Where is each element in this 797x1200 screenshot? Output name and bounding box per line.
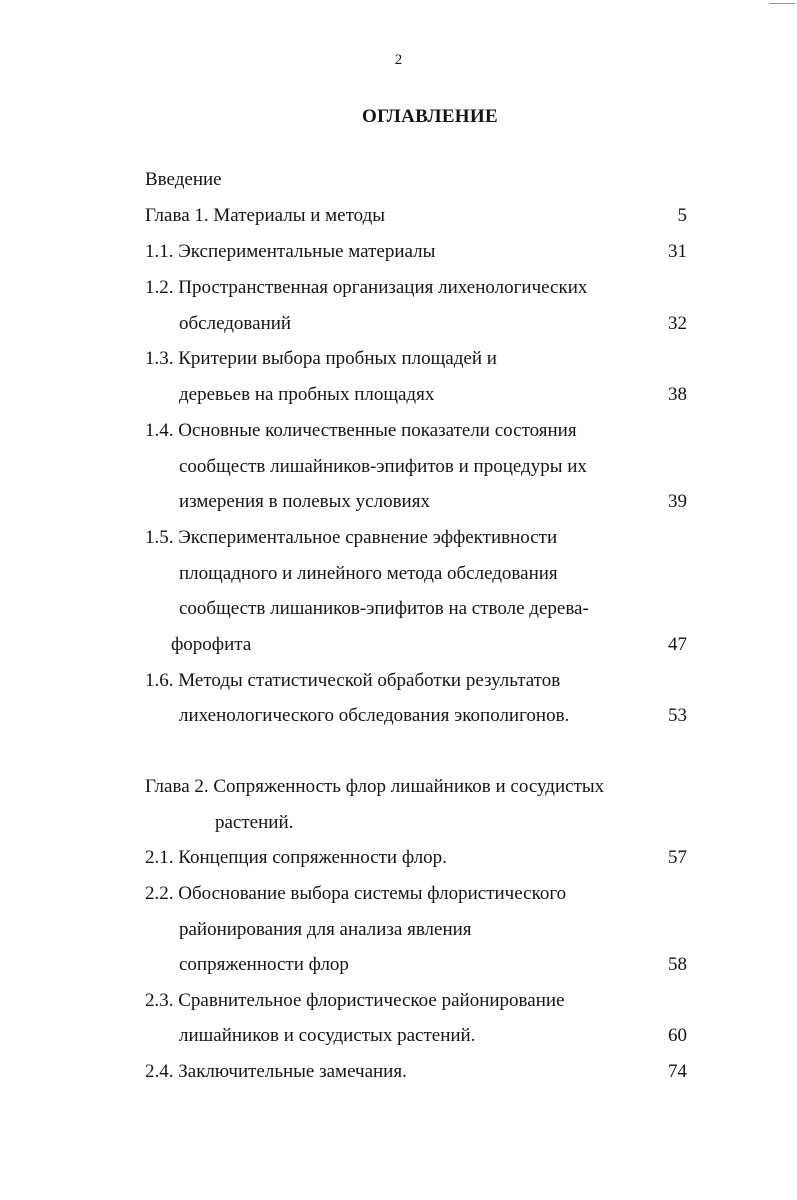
toc-entry-2-3: 2.3. Сравнительное флористическое районирование xyxy=(145,990,565,1011)
toc-entry-chapter-1: Глава 1. Материалы и методы xyxy=(145,205,386,226)
toc-entry-2-3-cont: лишайников и сосудистых растений. xyxy=(179,1025,476,1046)
toc-page-1-5: 47 xyxy=(668,634,687,655)
toc-page-1-4: 39 xyxy=(668,491,687,512)
corner-scan-mark xyxy=(769,3,795,4)
toc-entry-2-2-cont: районирования для анализа явления xyxy=(179,919,472,940)
toc-entry-2-4: 2.4. Заключительные замечания. xyxy=(145,1061,407,1082)
toc-entry-2-1: 2.1. Концепция сопряженности флор. xyxy=(145,847,447,868)
toc-entry-1-6: 1.6. Методы статистической обработки результатов xyxy=(145,670,561,691)
toc-entry-1-3: 1.3. Критерии выбора пробных площадей и xyxy=(145,348,497,369)
toc-entry-2-2: 2.2. Обоснование выбора системы флористического xyxy=(145,883,567,904)
toc-entry-1-2: 1.2. Пространственная организация лихенологических xyxy=(145,277,588,298)
toc-page-1-6: 53 xyxy=(668,705,687,726)
toc-entry-1-2-cont: обследований xyxy=(179,313,292,334)
toc-page-1-3: 38 xyxy=(668,384,687,405)
toc-page-2-4: 74 xyxy=(668,1061,687,1082)
toc-entry-1-4-cont: сообществ лишайников-эпифитов и процедуры их xyxy=(179,456,587,477)
toc-entry-1-4: 1.4. Основные количественные показатели состояния xyxy=(145,420,577,441)
toc-page-1-1: 31 xyxy=(668,241,687,262)
toc-entry-1-5-cont: площадного и линейного метода обследования xyxy=(179,563,558,584)
toc-page-2-2: 58 xyxy=(668,954,687,975)
toc-page-2-1: 57 xyxy=(668,847,687,868)
toc-entry-1-6-cont: лихенологического обследования экополигонов. xyxy=(179,705,570,726)
page-number: 2 xyxy=(394,52,403,68)
toc-entry-chapter-2-cont: растений. xyxy=(215,812,294,833)
toc-entry-1-5-cont: сообществ лишаников-эпифитов на стволе дерева- xyxy=(179,598,589,619)
toc-entry-1-5-cont: форофита xyxy=(171,634,252,655)
toc-entry-1-3-cont: деревьев на пробных площадях xyxy=(179,384,435,405)
toc-page-chapter-1: 5 xyxy=(677,205,687,226)
toc-entry-2-2-cont: сопряженности флор xyxy=(179,954,349,975)
toc-title: ОГЛАВЛЕНИЕ xyxy=(362,106,498,127)
toc-entry-1-4-cont: измерения в полевых условиях xyxy=(179,491,430,512)
toc-page-2-3: 60 xyxy=(668,1025,687,1046)
toc-entry-chapter-2: Глава 2. Сопряженность флор лишайников и сосудистых xyxy=(145,776,605,797)
toc-entry-1-5: 1.5. Экспериментальное сравнение эффективности xyxy=(145,527,558,548)
toc-page-1-2: 32 xyxy=(668,313,687,334)
toc-entry-1-1: 1.1. Экспериментальные материалы xyxy=(145,241,436,262)
toc-entry-introduction: Введение xyxy=(145,169,222,190)
